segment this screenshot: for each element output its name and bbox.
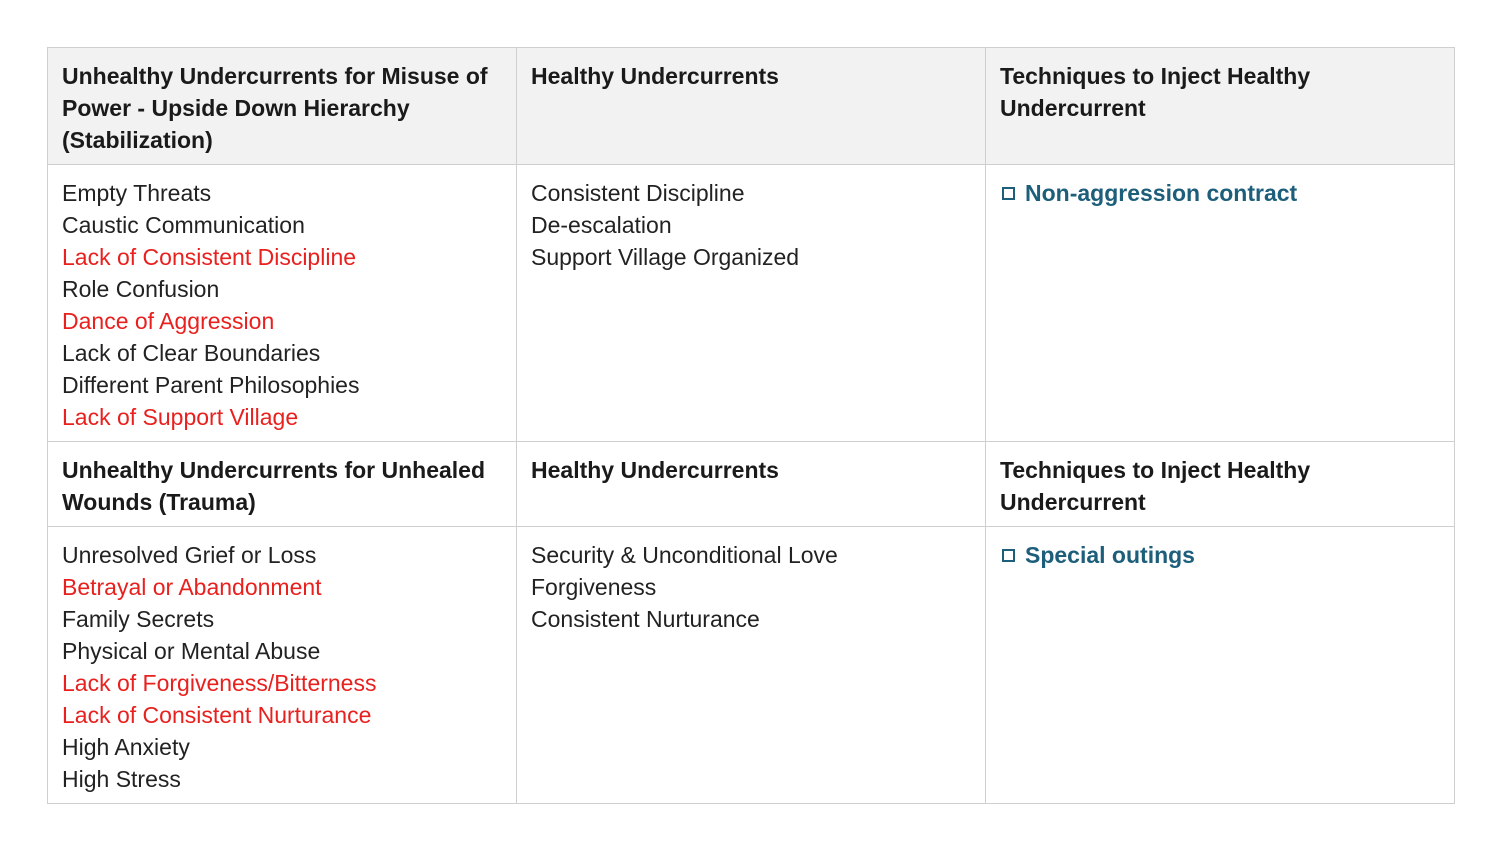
section-2-unhealthy-list xyxy=(48,527,517,804)
section-1-unhealthy-list xyxy=(48,165,517,442)
unhealthy-item: Empty Threats xyxy=(62,180,212,206)
section-1-healthy-header: Healthy Undercurrents xyxy=(517,48,986,165)
unhealthy-item: Caustic Communication xyxy=(62,212,305,238)
unhealthy-item: Betrayal or Abandonment xyxy=(62,574,322,600)
unhealthy-item: Physical or Mental Abuse xyxy=(62,638,321,664)
undercurrents-table xyxy=(47,47,1455,804)
healthy-item: Support Village Organized xyxy=(531,244,800,270)
healthy-item: Forgiveness xyxy=(531,574,657,600)
unhealthy-item: Lack of Consistent Discipline xyxy=(62,244,357,270)
section-1-techniques-header: Techniques to Inject Healthy Undercurrent xyxy=(986,48,1455,165)
section-1-healthy-list xyxy=(517,165,986,442)
technique-label: Non-aggression contract xyxy=(1025,180,1298,206)
section-1-techniques-list xyxy=(986,165,1455,442)
technique-label: Special outings xyxy=(1025,542,1195,568)
unhealthy-item: Lack of Consistent Nurturance xyxy=(62,702,372,728)
unhealthy-item: Dance of Aggression xyxy=(62,308,275,334)
section-1-header-row xyxy=(48,48,1455,165)
section-2-techniques-list xyxy=(986,527,1455,804)
section-2-unhealthy-header: Unhealthy Undercurrents for Unhealed Wounds (Trauma) xyxy=(48,442,517,527)
section-1-unhealthy-header: Unhealthy Undercurrents for Misuse of Power - Upside Down Hierarchy (Stabilization) xyxy=(48,48,517,165)
section-2-healthy-header: Healthy Undercurrents xyxy=(517,442,986,527)
unhealthy-item: Lack of Clear Boundaries xyxy=(62,340,321,366)
unhealthy-item: Lack of Forgiveness/Bitterness xyxy=(62,670,377,696)
technique-item[interactable] xyxy=(1000,177,1440,209)
unhealthy-item: Different Parent Philosophies xyxy=(62,372,360,398)
unhealthy-item: High Stress xyxy=(62,766,181,792)
unhealthy-item: Lack of Support Village xyxy=(62,404,299,430)
unhealthy-item: Family Secrets xyxy=(62,606,215,632)
healthy-item: Security & Unconditional Love xyxy=(531,542,838,568)
healthy-item: Consistent Discipline xyxy=(531,180,745,206)
healthy-item: De-escalation xyxy=(531,212,672,238)
section-1-body-row xyxy=(48,165,1455,442)
unhealthy-item: High Anxiety xyxy=(62,734,190,760)
section-2-header-row xyxy=(48,442,1455,527)
section-2-healthy-list xyxy=(517,527,986,804)
section-2-techniques-header: Techniques to Inject Healthy Undercurrent xyxy=(986,442,1455,527)
section-2-body-row xyxy=(48,527,1455,804)
healthy-item: Consistent Nurturance xyxy=(531,606,760,632)
checkbox-icon[interactable] xyxy=(1002,187,1015,200)
checkbox-icon[interactable] xyxy=(1002,549,1015,562)
unhealthy-item: Unresolved Grief or Loss xyxy=(62,542,317,568)
unhealthy-item: Role Confusion xyxy=(62,276,220,302)
technique-item[interactable] xyxy=(1000,539,1440,571)
